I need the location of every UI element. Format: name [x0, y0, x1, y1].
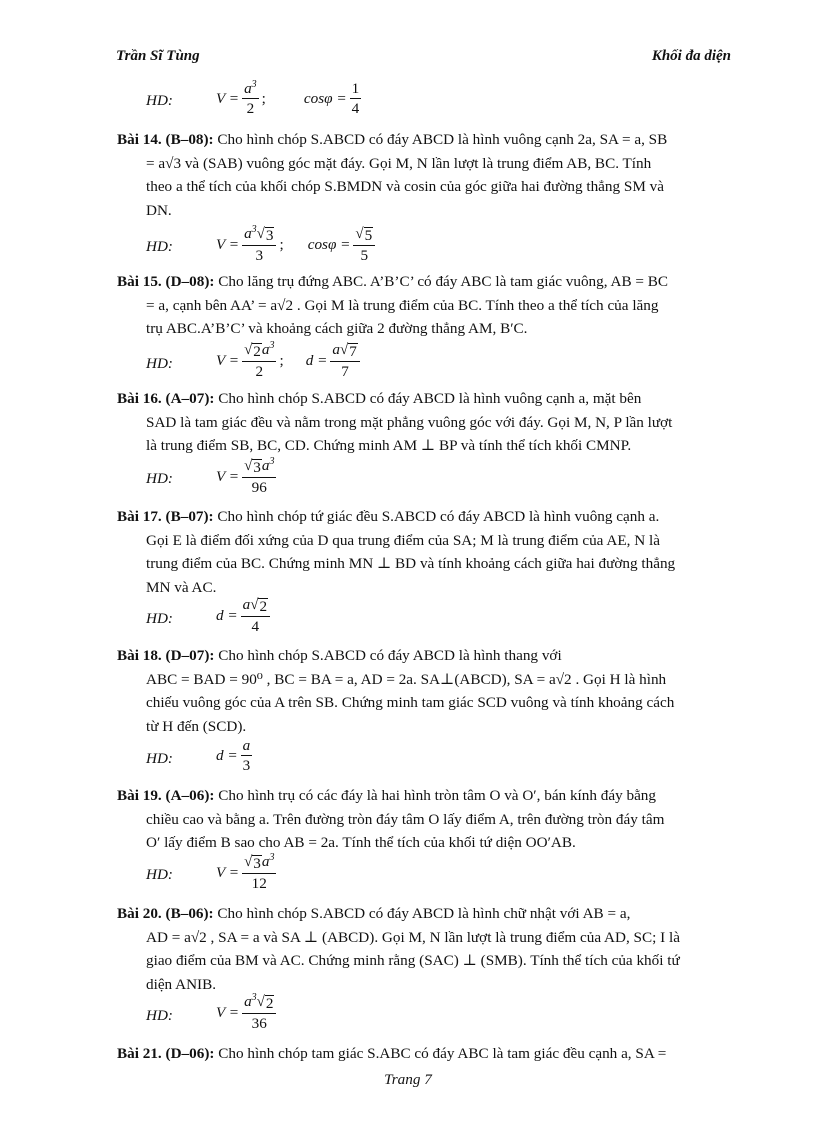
hd-label: HD:: [146, 1007, 173, 1024]
hd-label: HD:: [146, 750, 173, 767]
answer-18-formula: d = $\frac{a}{3}$: [216, 737, 251, 774]
answer-15-formula: V = √ 2 $a^3$ 2 ; d = a √ 7 7: [216, 341, 363, 380]
hd-label: HD:: [146, 470, 173, 487]
answer-19-formula: V = √ 3 $a^3$ 12: [216, 852, 275, 892]
header-author: Trần Sĩ Tùng: [116, 48, 200, 64]
answer-14-formula: V = $a^3$ √ 3 3 ; cosφ = √ 5 5: [216, 225, 378, 264]
problem-17: Bài 17. (B–07): Cho hình chóp tứ giác đều S.ABCD có đáy ABCD là hình vuông cạnh a. Gọi E là điểm đối xứng của D qua trung điểm của SA; M là trung điểm của AE, N là trung điểm của BC. Chứng minh MN ⊥ BD và tính khoảng cách giữa hai đường thẳng MN và AC.: [117, 508, 676, 596]
hd-label: HD:: [146, 238, 173, 255]
header-chapter: Khối đa diện: [651, 48, 731, 64]
problem-18: Bài 18. (D–07): Cho hình chóp S.ABCD có đáy ABCD là hình thang với ABC = BAD = 90⁰ , BC = BA = a, AD = 2a. SA⊥(ABCD), SA = a√2 . Gọi H là hình chiếu vuông góc của A trên SB. Chứng minh tam giác SCD vuông và tính khoảng cách từ H đến (SCD).: [117, 647, 675, 735]
problem-21: Bài 21. (D–06): Cho hình chóp tam giác S.ABC có đáy ABC là tam giác đều cạnh a, SA =: [117, 1045, 667, 1062]
answer-20-formula: V = $a^3$ √ 2 36: [216, 993, 279, 1032]
page-number: Trang 7: [384, 1071, 432, 1088]
answer-16-formula: V = √ 3 $a^3$ 96: [216, 456, 275, 496]
problem-14: Bài 14. (B–08): Cho hình chóp S.ABCD có đáy ABCD là hình vuông cạnh 2a, SA = a, SB = a√3 và (SAB) vuông góc mặt đáy. Gọi M, N lần lượt là trung điểm AB, BC. Tính theo a thể tích của khối chóp S.BMDN và cosin của góc giữa hai đường thẳng SM và DN.: [117, 131, 668, 219]
problem-15: Bài 15. (D–08): Cho lăng trụ đứng ABC. A’B’C’ có đáy ABC là tam giác vuông, AB = BC = a, cạnh bên AA’ = a√2 . Gọi M là trung điểm của BC. Tính theo a thể tích của lăng trụ ABC.A’B’C’ và khoảng cách giữa 2 đường thẳng AM, B′C.: [117, 273, 669, 337]
problem-20: Bài 20. (B–06): Cho hình chóp S.ABCD có đáy ABCD là hình chữ nhật với AB = a, AD = a√2 , SA = a và SA ⊥ (ABCD). Gọi M, N lần lượt là trung điểm của AD, SC; I là giao điểm của BM và AC. Chứng minh rằng (SAC) ⊥ (SMB). Tính thể tích của khối tứ diện ANIB.: [117, 905, 680, 993]
answer-17-formula: d = a √ 2 4: [216, 596, 273, 635]
problem-19: Bài 19. (A–06): Cho hình trụ có các đáy là hai hình tròn tâm O và O′, bán kính đáy bằng chiều cao và bằng a. Trên đường tròn đáy tâm O lấy điểm A, trên đường tròn đáy tâm O′ lấy điểm B sao cho AB = 2a. Tính thể tích của khối tứ diện OO′AB.: [117, 787, 665, 851]
hd-label: HD:: [146, 355, 173, 372]
problem-16: Bài 16. (A–07): Cho hình chóp S.ABCD có đáy ABCD là hình vuông cạnh a, mặt bên SAD là tam giác đều và nằm trong mặt phẳng vuông góc với đáy. Gọi M, N, P lần lượt là trung điểm SB, BC, CD. Chứng minh AM ⊥ BP và tính thể tích khối CMNP.: [117, 390, 673, 454]
hd-label: HD:: [146, 92, 173, 109]
hd-label: HD:: [146, 866, 173, 883]
top-answer-formula: V = $\frac{a^3}{2}$ ; cosφ = $\frac{1}{4}$: [216, 79, 360, 117]
hd-label: HD:: [146, 610, 173, 627]
